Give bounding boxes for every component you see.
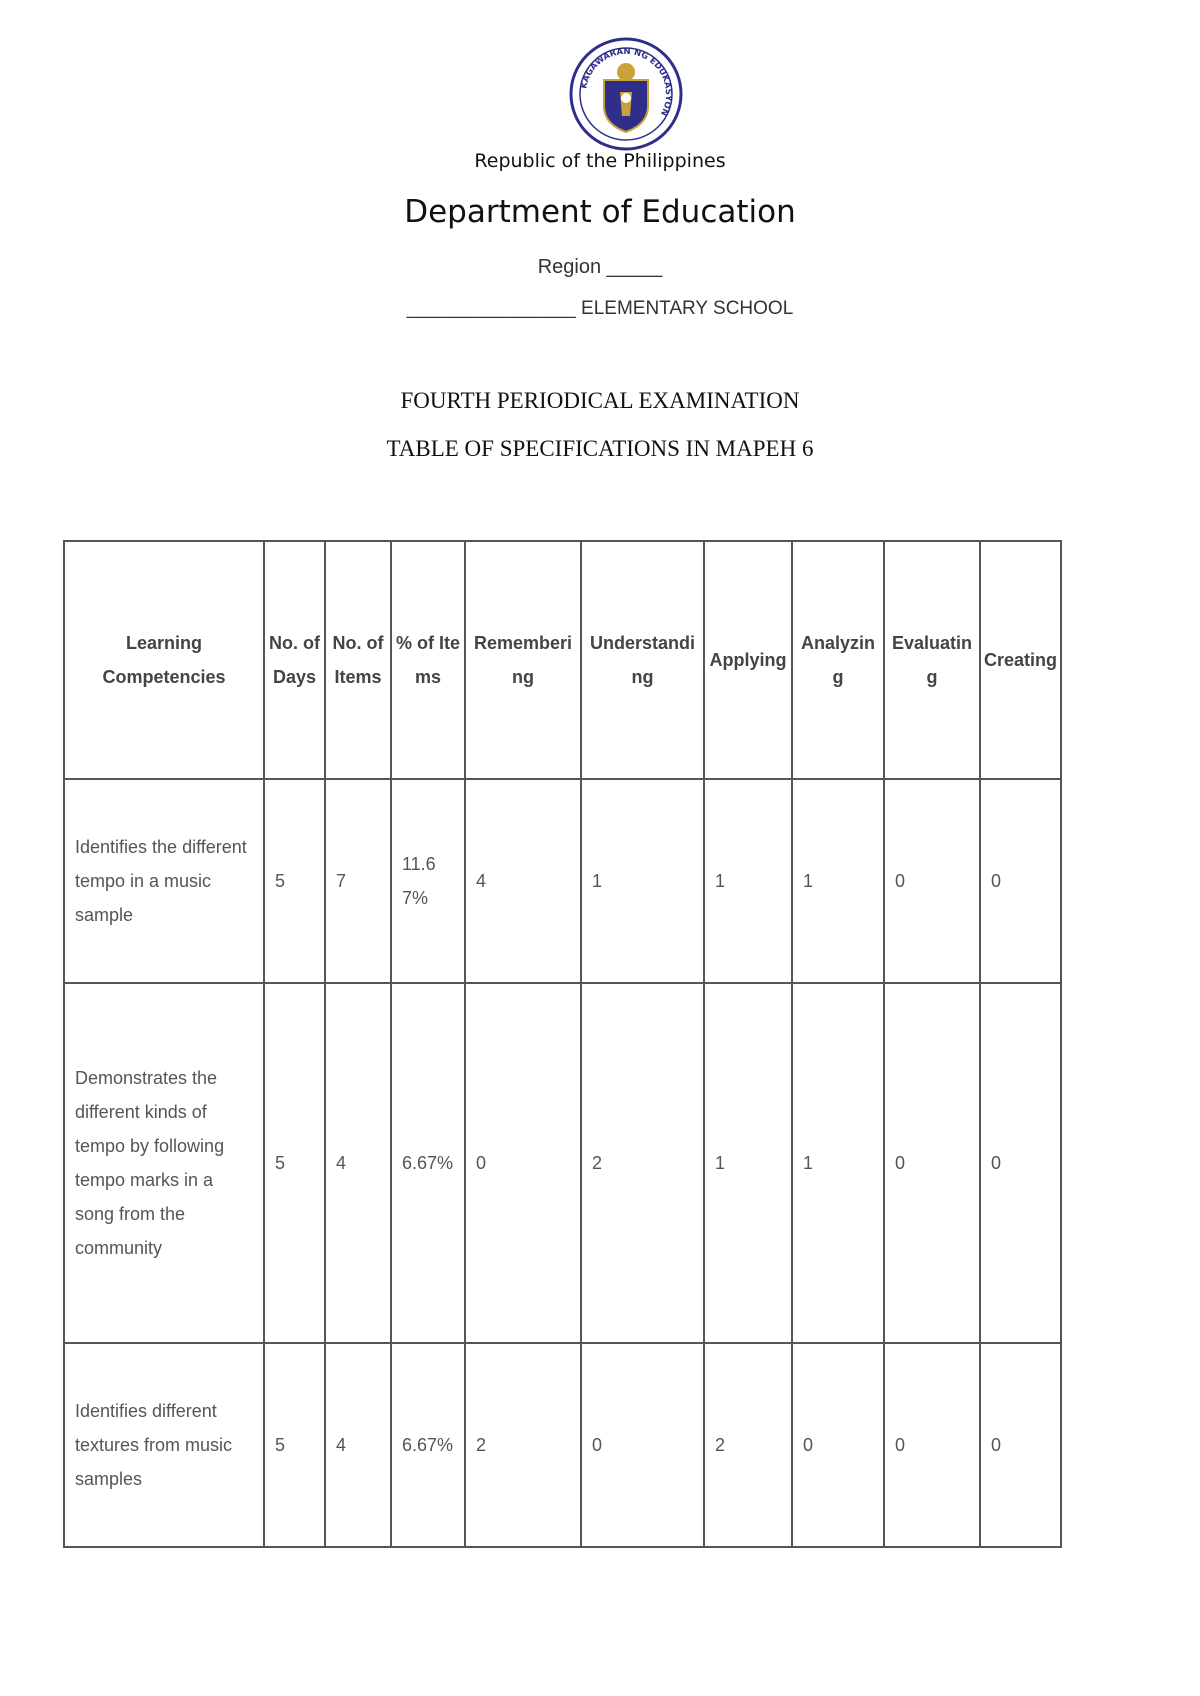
applying-cell: 2 — [704, 1343, 792, 1547]
region-line: Region _____ — [537, 256, 663, 278]
analyzing-cell: 1 — [792, 983, 884, 1343]
items-cell: 4 — [325, 1343, 391, 1547]
header-analyzing: Analyzing — [792, 541, 884, 779]
remembering-cell: 0 — [465, 983, 581, 1343]
header-items: No. of Items — [325, 541, 391, 779]
creating-cell: 0 — [980, 1343, 1061, 1547]
evaluating-cell: 0 — [884, 779, 980, 983]
creating-cell: 0 — [980, 983, 1061, 1343]
republic-line: Republic of the Philippines — [474, 150, 726, 172]
applying-cell: 1 — [704, 983, 792, 1343]
header-applying: Applying — [704, 541, 792, 779]
analyzing-cell: 1 — [792, 779, 884, 983]
table-row — [64, 1343, 1061, 1547]
understanding-cell: 1 — [581, 779, 704, 983]
applying-cell: 1 — [704, 779, 792, 983]
header-evaluating: Evaluating — [884, 541, 980, 779]
items-cell: 4 — [325, 983, 391, 1343]
deped-seal-logo — [568, 36, 684, 152]
tos-title: TABLE OF SPECIFICATIONS IN MAPEH 6 — [386, 436, 814, 461]
header-understanding: Understanding — [581, 541, 704, 779]
exam-title: FOURTH PERIODICAL EXAMINATION — [400, 388, 800, 413]
days-cell: 5 — [264, 779, 325, 983]
header-remembering: Remembering — [465, 541, 581, 779]
school-line: ________________ ELEMENTARY SCHOOL — [406, 298, 794, 319]
understanding-cell: 2 — [581, 983, 704, 1343]
creating-cell: 0 — [980, 779, 1061, 983]
specifications-table — [63, 540, 1062, 1548]
table-row — [64, 983, 1061, 1343]
percent-cell: 6.67% — [391, 983, 465, 1343]
svg-text:KAGAWARAN NG EDUKASYON: KAGAWARAN NG EDUKASYON — [579, 46, 674, 118]
percent-cell: 6.67% — [391, 1343, 465, 1547]
remembering-cell: 4 — [465, 779, 581, 983]
header-days: No. of Days — [264, 541, 325, 779]
competency-cell: Identifies different textures from music samples — [64, 1343, 264, 1547]
remembering-cell: 2 — [465, 1343, 581, 1547]
evaluating-cell: 0 — [884, 983, 980, 1343]
days-cell: 5 — [264, 1343, 325, 1547]
header-percent: % of Items — [391, 541, 465, 779]
header-competencies: Learning Competencies — [64, 541, 264, 779]
department-title: Department of Education — [404, 194, 796, 230]
items-cell: 7 — [325, 779, 391, 983]
percent-cell: 11.67% — [391, 779, 465, 983]
understanding-cell: 0 — [581, 1343, 704, 1547]
analyzing-cell: 0 — [792, 1343, 884, 1547]
days-cell: 5 — [264, 983, 325, 1343]
competency-cell: Identifies the different tempo in a music sample — [64, 779, 264, 983]
table-row — [64, 779, 1061, 983]
evaluating-cell: 0 — [884, 1343, 980, 1547]
table-header-row — [64, 541, 1061, 779]
header-creating: Creating — [980, 541, 1061, 779]
competency-cell: Demonstrates the different kinds of tempo by following tempo marks in a song from the community — [64, 983, 264, 1343]
